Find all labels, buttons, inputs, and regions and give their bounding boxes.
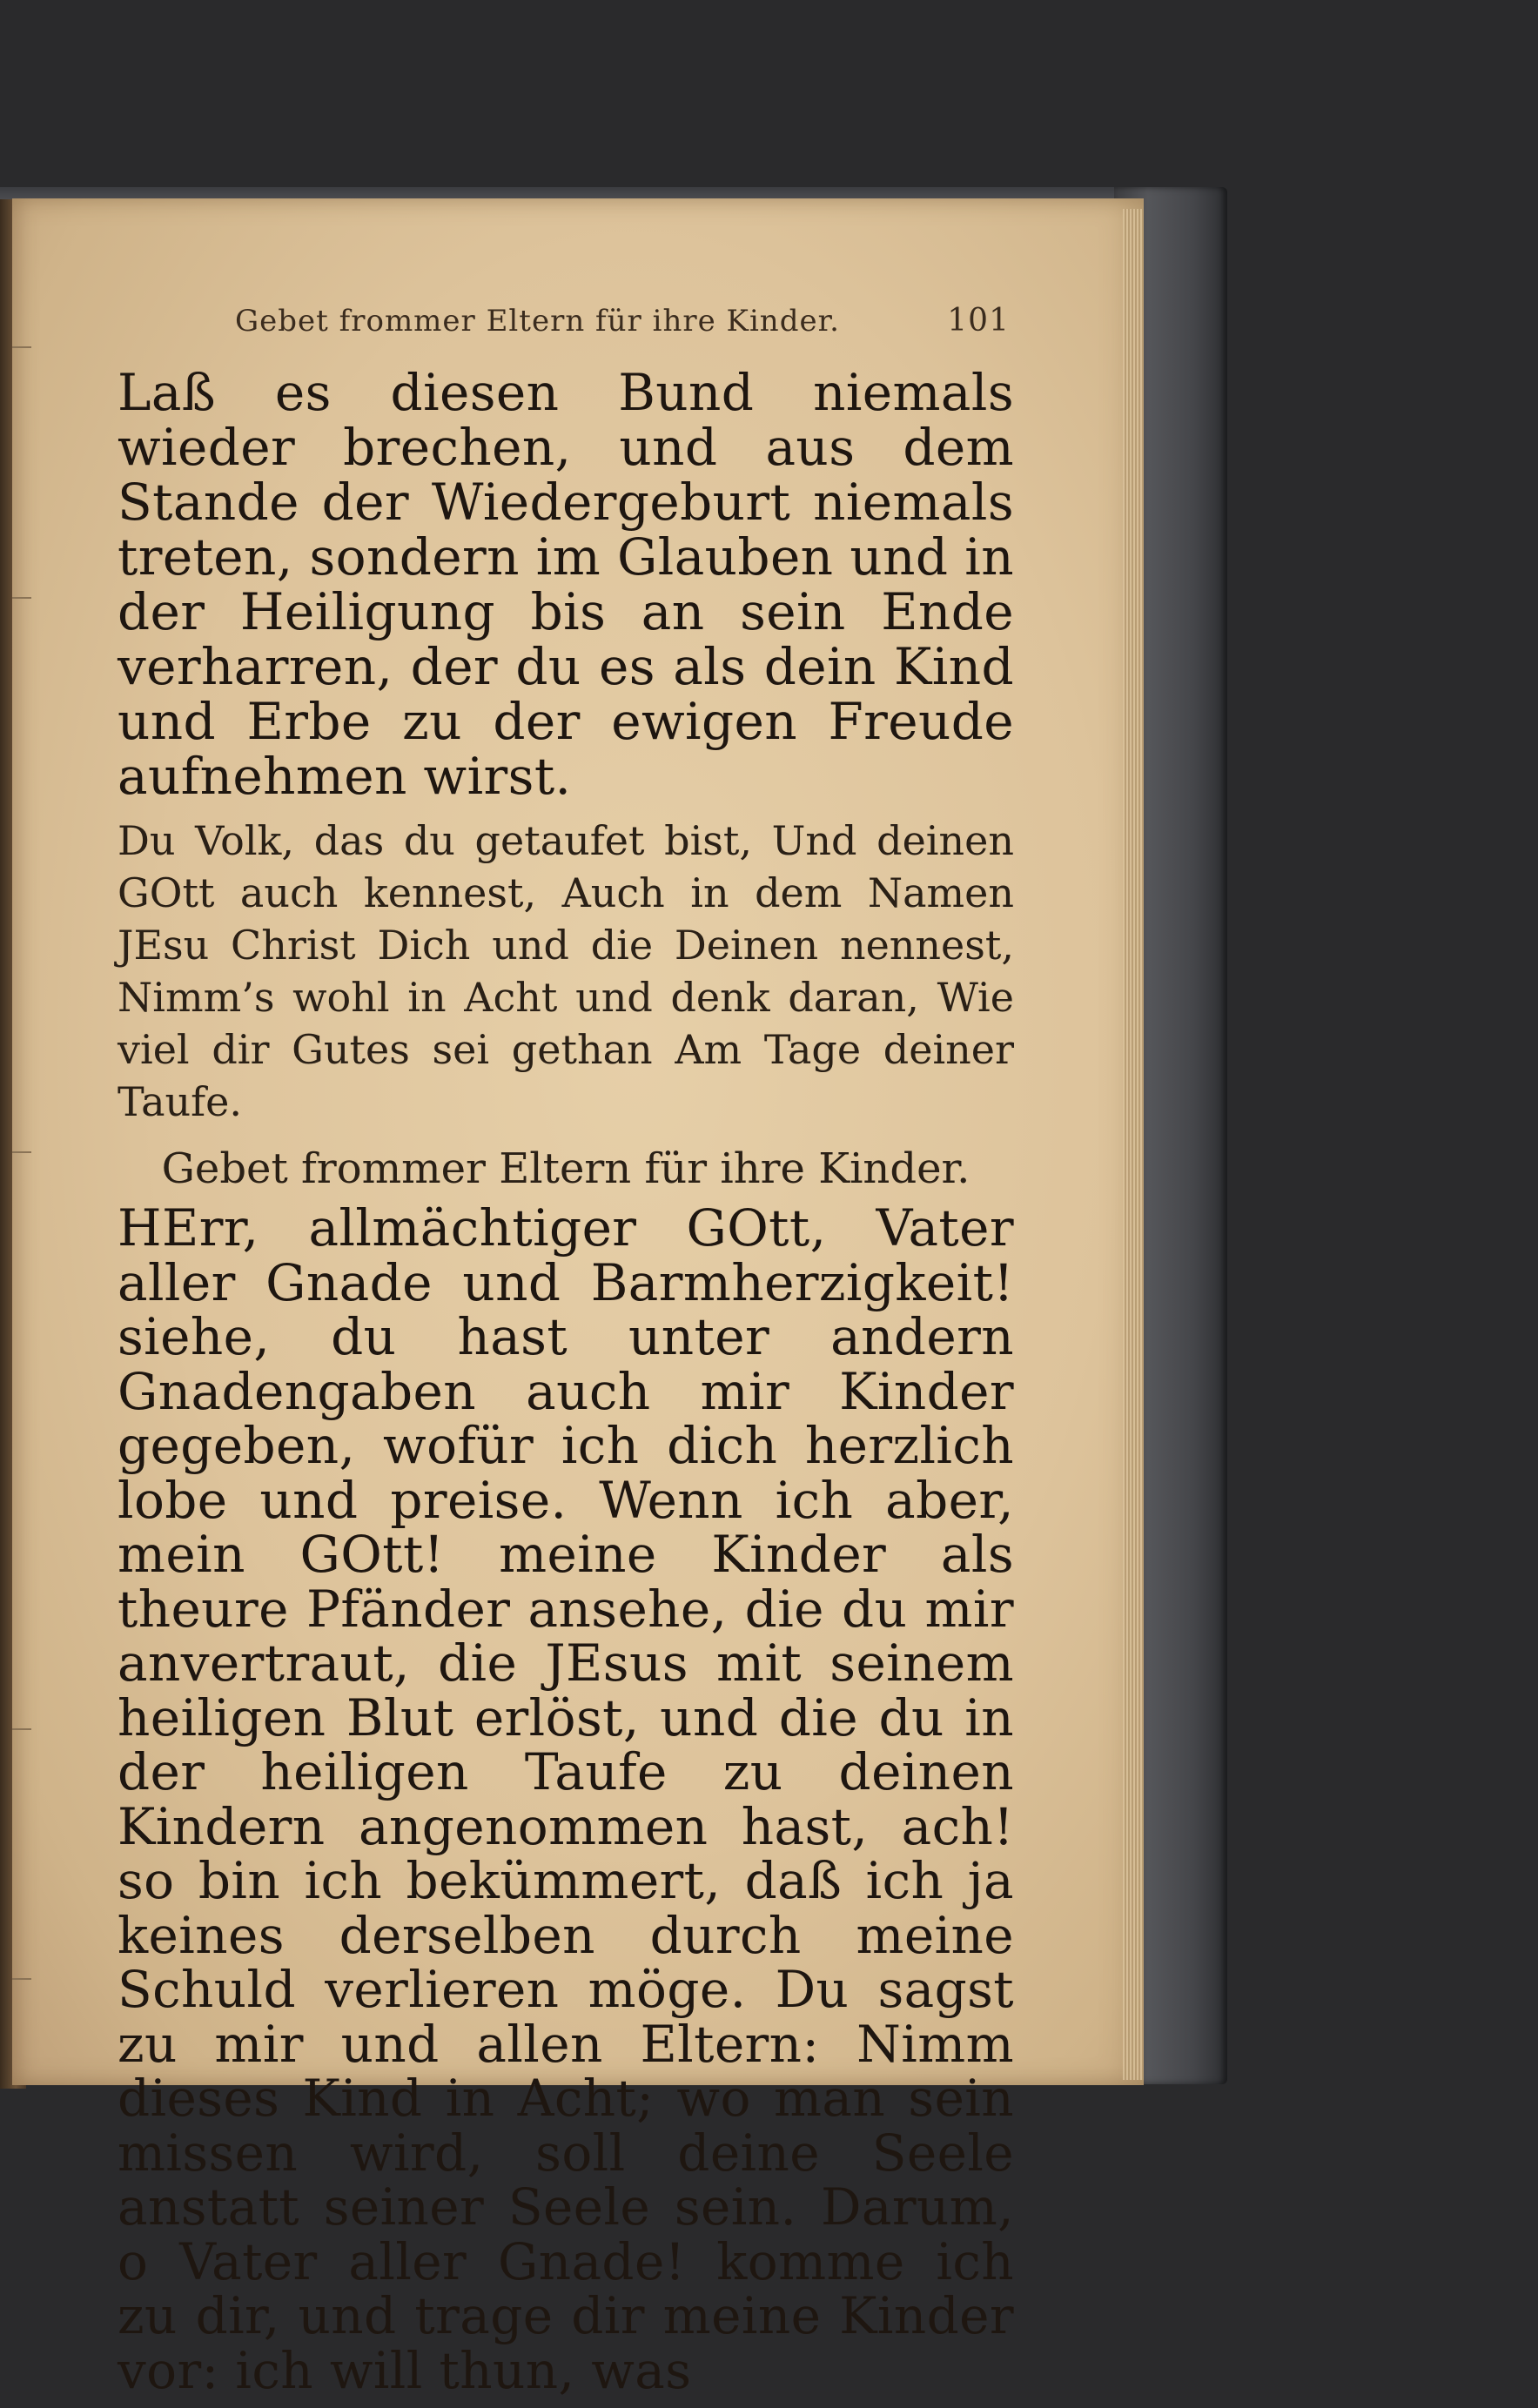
continuation-paragraph: Laß es diesen Bund niemals wieder brechen, und aus dem Stande der Wiedergeburt niemals treten, sondern im Glauben und in der Heiligung bis an sein Ende verharren, der du es als dein Kind und Erbe zu der ewigen Freude aufnehmen wirst. (118, 363, 1014, 806)
running-title: Gebet frommer Eltern für ihre Kinder. (235, 304, 840, 339)
margin-mark (12, 1978, 31, 1980)
margin-mark (12, 346, 31, 348)
prayer-paragraph: HErr, allmächtiger GOtt, Vater aller Gnade und Barmherzigkeit! siehe, du hast unter andern Gnadengaben auch mir Kinder gegeben, wofür ich dich herzlich lobe und preise. Wenn ich aber, mein GOtt! meine Kinder als theure Pfänder ansehe, die du mir anvertraut, die JEsus mit seinem heiligen Blut erlöst, und die du in der heiligen Taufe zu deinen Kindern angenommen hast, ach! so bin ich bekümmert, daß ich ja keines derselben durch meine Schuld verlieren möge. Du sagst zu mir und allen Eltern: Nimm dieses Kind in Acht; wo man sein missen wird, soll deine Seele anstatt seiner Seele sein. Darum, o Vater aller Gnade! komme ich zu dir, und trage dir meine Kinder vor: ich will thun, was (118, 1198, 1014, 2400)
book-cover-top (0, 187, 1166, 199)
page-body (118, 363, 1014, 2408)
page-number: 101 (947, 303, 1010, 339)
margin-mark (12, 597, 31, 599)
hymn-verse: Du Volk, das du getaufet bist, Und deinen GOtt auch kennest, Auch in dem Namen JEsu Christ Dich und die Deinen nennest, Nimm’s wohl in Acht und denk daran, Wie viel dir Gutes sei gethan Am Tage deiner Taufe. (118, 817, 1014, 1125)
margin-mark (12, 1728, 31, 1730)
page-stack-edge (1123, 209, 1144, 2080)
running-header (235, 303, 1010, 346)
margin-mark (12, 1151, 31, 1153)
section-title: Gebet frommer Eltern für ihre Kinder. (161, 1144, 970, 1193)
